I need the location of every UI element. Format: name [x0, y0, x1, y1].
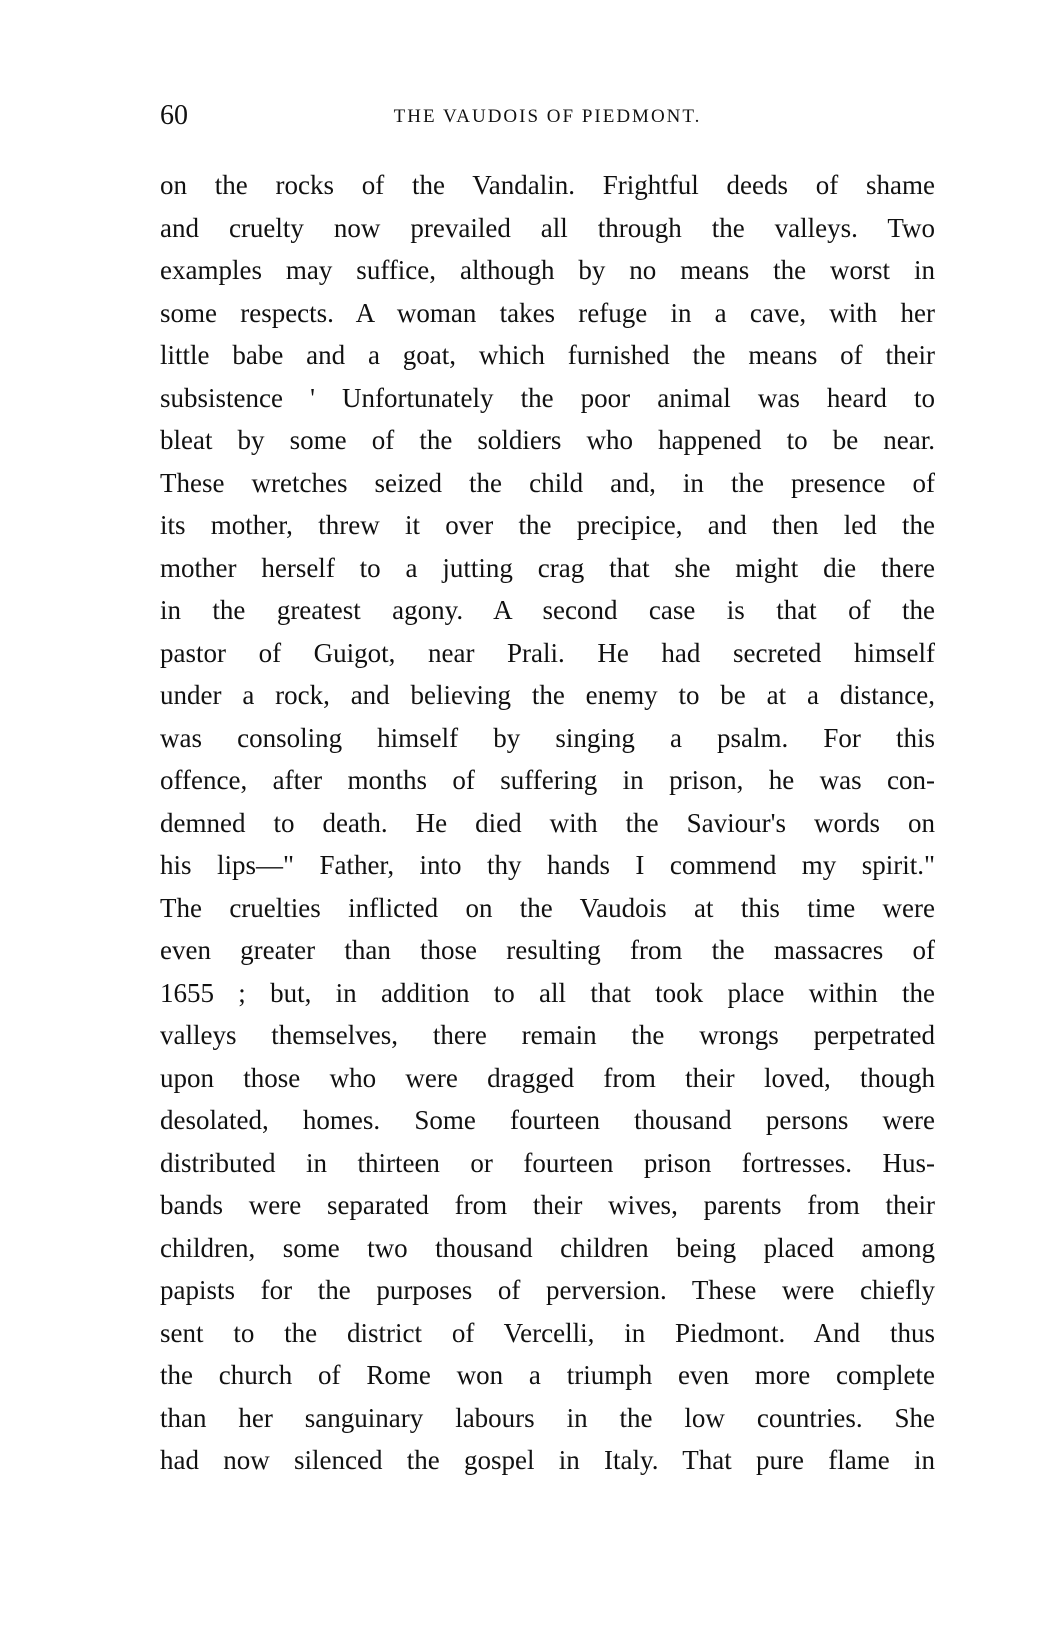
- page-header: [160, 100, 935, 140]
- text-line: offence, after months of suffering in prison, he was con-: [160, 765, 935, 795]
- text-line: in the greatest agony. A second case is that of the: [160, 595, 935, 625]
- text-line: its mother, threw it over the precipice, and then led the: [160, 510, 935, 540]
- text-line: The cruelties inflicted on the Vaudois at this time were: [160, 892, 935, 923]
- text-line: some respects. A woman takes refuge in a cave, with her: [160, 297, 935, 328]
- text-line: under a rock, and believing the enemy to be at a distance,: [160, 680, 935, 710]
- text-line: and cruelty now prevailed all through the valleys. Two: [160, 212, 935, 243]
- text-line: his lips—" Father, into thy hands I commend my spirit.": [160, 850, 935, 880]
- text-line: bleat by some of the soldiers who happened to be near.: [160, 425, 935, 455]
- text-line: bands were separated from their wives, parents from their: [160, 1190, 935, 1220]
- text-line: desolated, homes. Some fourteen thousand persons were: [160, 1105, 935, 1135]
- text-line: little babe and a goat, which furnished the means of their: [160, 340, 935, 370]
- text-line: children, some two thousand children being placed among: [160, 1232, 935, 1263]
- text-line: valleys themselves, there remain the wrongs perpetrated: [160, 1020, 935, 1050]
- text-line: on the rocks of the Vandalin. Frightful deeds of shame: [160, 170, 935, 200]
- text-line: 1655 ; but, in addition to all that took place within the: [160, 977, 935, 1008]
- text-line: mother herself to a jutting crag that she might die there: [160, 552, 935, 583]
- text-line: was consoling himself by singing a psalm. For this: [160, 722, 935, 753]
- text-line: upon those who were dragged from their loved, though: [160, 1062, 935, 1093]
- text-line: sent to the district of Vercelli, in Piedmont. And thus: [160, 1317, 935, 1348]
- page-number: 60: [160, 100, 188, 131]
- text-line: pastor of Guigot, near Prali. He had secreted himself: [160, 637, 935, 668]
- text-line: examples may suffice, although by no means the worst in: [160, 255, 935, 285]
- text-line: These wretches seized the child and, in the presence of: [160, 467, 935, 498]
- text-line: even greater than those resulting from the massacres of: [160, 935, 935, 965]
- text-line: distributed in thirteen or fourteen prison fortresses. Hus-: [160, 1147, 935, 1178]
- text-line: papists for the purposes of perversion. These were chiefly: [160, 1275, 935, 1305]
- text-line: had now silenced the gospel in Italy. That pure flame in: [160, 1445, 935, 1475]
- text-line: than her sanguinary labours in the low countries. She: [160, 1402, 935, 1433]
- running-title: THE VAUDOIS OF PIEDMONT.: [393, 106, 702, 127]
- text-line: the church of Rome won a triumph even more complete: [160, 1360, 935, 1390]
- body-text: [160, 164, 935, 1482]
- text-line: subsistence ' Unfortunately the poor animal was heard to: [160, 382, 935, 413]
- text-line: demned to death. He died with the Saviour's words on: [160, 807, 935, 838]
